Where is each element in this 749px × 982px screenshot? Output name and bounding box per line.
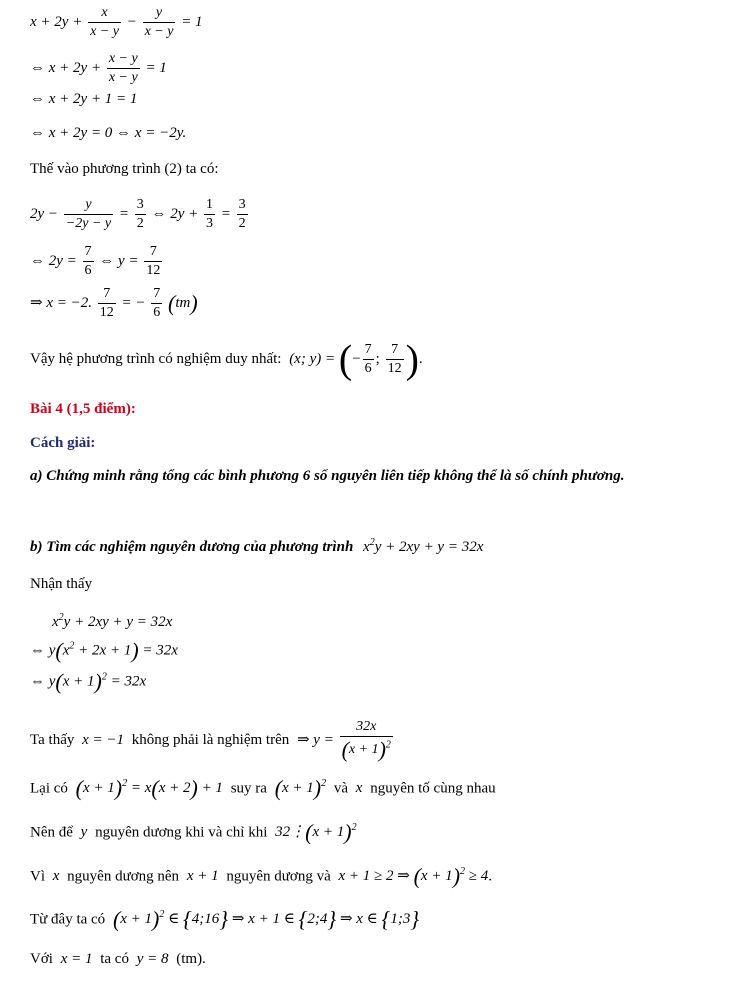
text-positive: Vì x nguyên dương nên x + 1 nguyên dương và x + 1 ≥ 2 ⇒ $(x + 1)^2 \ge 4$.	[30, 864, 492, 889]
t6-e: nguyên dương và	[226, 868, 331, 885]
solution-text: Vậy hệ phương trình có nghiệm duy nhất:	[30, 350, 282, 367]
part-a: a) Chứng minh rằng tổng các bình phương 6 số nguyên liên tiếp không thể là số chính phương.	[30, 468, 625, 484]
t5-a: Nên để	[30, 824, 73, 841]
t4-a: Lại có	[30, 780, 68, 797]
heading-bai4: Bài 4 (1,5 điểm):	[30, 401, 136, 417]
t4-g: nguyên tố cùng nhau	[370, 780, 496, 797]
text-coprime: Lại có $(x + 1)^2 = x(x + 2) + 1$ suy ra $(x + 1)^2$ và x nguyên tố cùng nhau	[30, 776, 496, 801]
t8-c: ta có	[100, 951, 129, 967]
t6-a: Vì	[30, 868, 45, 885]
text-divisible: Nên để y nguyên dương khi và chỉ khi 32⋮(x + 1)$^2$	[30, 820, 357, 845]
equation-e1: $x^2y + 2xy + y = 32x$	[52, 612, 173, 630]
t3-c: không phải là nghiệm trên	[131, 731, 290, 748]
equation-e3: ⇔ $y(x + 1)^2 = 32x$	[30, 669, 147, 694]
part-b-text: b) Tìm các nghiệm nguyên dương của phương trình	[30, 539, 354, 555]
t5-c: nguyên dương khi và chỉ khi	[95, 824, 268, 841]
text-with-x1: Với x = 1 ta có y = 8 (tm).	[30, 951, 206, 967]
heading-cach-giai: Cách giải:	[30, 435, 96, 451]
text-from-here: Từ đây ta có $(x + 1)^2$ ∈ {4;16} ⇒ x + 1 ∈ {2;4} ⇒ x ∈ {1;3}	[30, 907, 420, 932]
equation-line-4: ⇔ x + 2y = 0 ⇔ x = −2y.	[30, 125, 187, 141]
t6-c: nguyên dương nên	[67, 868, 180, 885]
t4-e: và	[333, 780, 349, 797]
text-nhan-thay: Nhận thấy	[30, 576, 93, 592]
part-b: b) Tìm các nghiệm nguyên dương của phương trình $x^2y + 2xy + y = 32x$	[30, 537, 484, 555]
t8-e: (tm).	[176, 951, 206, 967]
equation-line-3: ⇔ x + 2y + 1 = 1	[30, 91, 138, 107]
equation-line-1: x + 2y + $\frac{x}{x - y}$ − $\frac{y}{x - y}$ = 1	[30, 5, 203, 39]
equation-line-2: ⇔ x + 2y + $\frac{x - y}{x - y}$ = 1	[30, 51, 167, 85]
t3-a: Ta thấy	[30, 731, 75, 748]
equation-line-7: ⇒ x = −2. $\frac{7}{12}$ = − $\frac{7}{6}$ (tm)	[30, 286, 198, 320]
t8-a: Với	[30, 951, 53, 967]
equation-e2: ⇔ $y(x^2 + 2x + 1) = 32x$	[30, 638, 178, 663]
t4-c: suy ra	[230, 780, 267, 797]
equation-line-6: ⇔ 2y = $\frac{7}{6}$ ⇔ y = $\frac{7}{12}$	[30, 244, 161, 278]
t7-a: Từ đây ta có	[30, 911, 106, 928]
text-substitute: Thế vào phương trình (2) ta có:	[30, 161, 219, 177]
equation-line-5: 2y − $\frac{y}{-2y - y}$ = $\frac{3}{2}$ ⇔ 2y + $\frac{1}{3}$ = $\frac{3}{2}$	[30, 197, 246, 231]
text-x-not-minus-one: Ta thấy x = −1 không phải là nghiệm trên ⇒ y = $\frac{32x}{(x + 1)^2}$	[30, 719, 391, 762]
text-unique-solution: Vậy hệ phương trình có nghiệm duy nhất: (x; y) = (− $\frac{7}{6}$ ; $\frac{7}{12}$ ).	[30, 336, 423, 382]
